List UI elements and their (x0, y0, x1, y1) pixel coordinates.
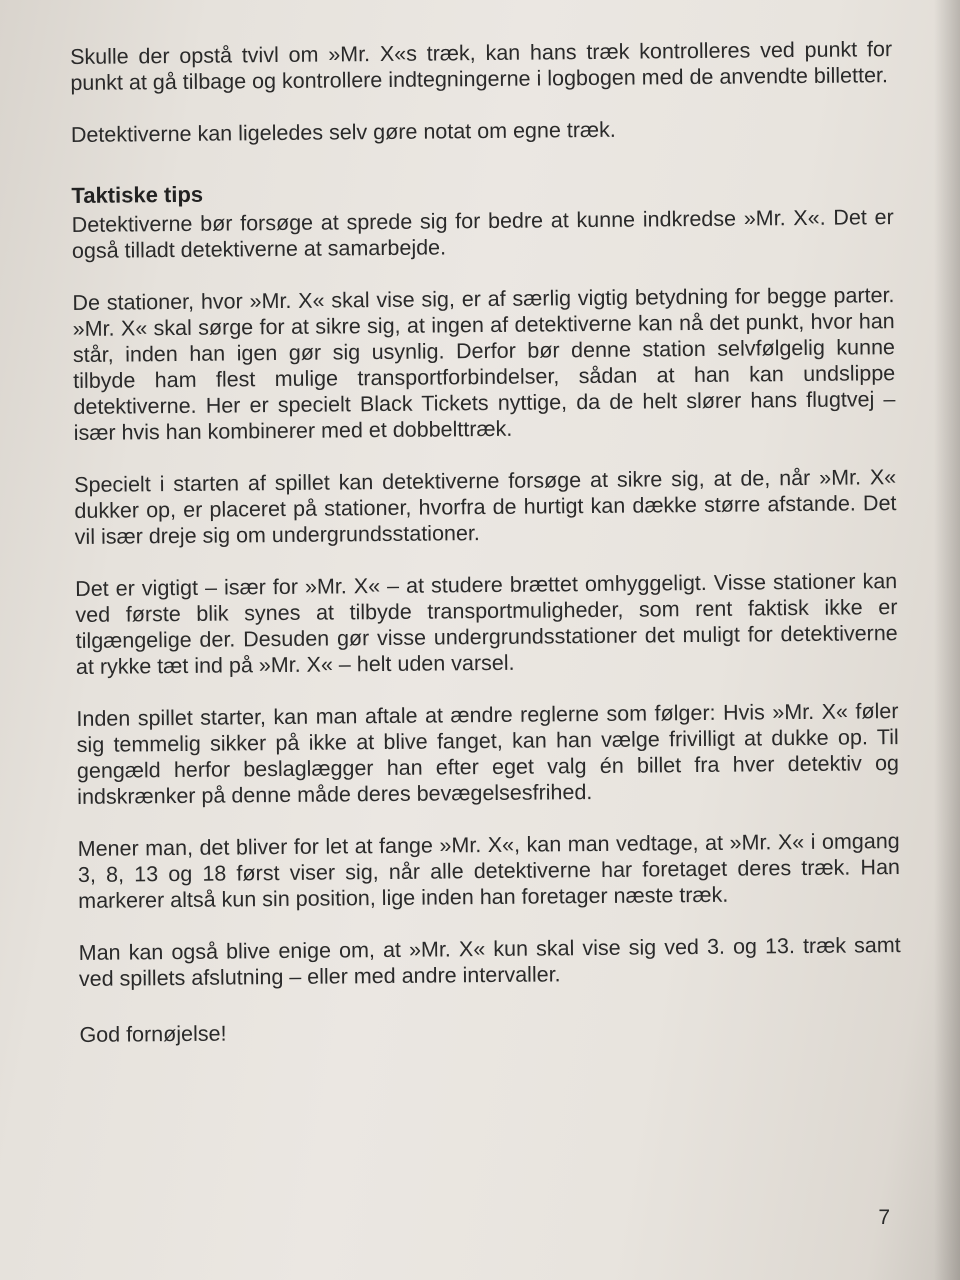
intro-paragraph-1: Skulle der opstå tvivl om »Mr. X«s træk, kan hans træk kontrolleres ved punkt for punkt at gå tilbage og kontrollere indtegningerne i logbogen med de anvendte billetter. (70, 37, 893, 95)
section-paragraph-6: Mener man, det bliver for let at fange »Mr. X«, kan man vedtage, at »Mr. X« i omgang 3, 8, 13 og 18 først viser sig, når alle detektiverne har foretaget deres træk. Han markerer altså kun sin position, lige inden han foretager næste træk. (77, 829, 901, 913)
section-paragraph-1: Detektiverne bør forsøge at sprede sig for bedre at kunne indkredse »Mr. X«. Det er også tilladt detektiverne at samarbejde. (71, 205, 894, 263)
closing-line: God fornøjelse! (79, 1021, 227, 1047)
section-paragraph-3: Specielt i starten af spillet kan detektiverne forsøge at sikre sig, at de, når »Mr. X« dukker op, er placeret på stationer, hvorfra de hurtigt kan dække større afstande. Det vil især dreje sig om undergrundsstationer. (74, 465, 897, 549)
section-paragraph-5: Inden spillet starter, kan man aftale at ændre reglerne som følger: Hvis »Mr. X« føler sig temmelig sikker på ikke at blive fanget, kan han vælge frivilligt at dukke op. Til gengæld herfor beslaglægger han efter eget valg én billet fra hver detektiv og indskrænker på denne måde deres bevægelsesfrihed. (76, 699, 900, 809)
section-paragraph-4: Det er vigtigt – især for »Mr. X« – at studere brættet omhyggeligt. Visse stationer kan ved første blik synes at tilbyde transportmuligheder, som rent faktisk ikke er tilgængelige der. Desuden gør visse undergrundsstationer det muligt for detektiverne at rykke tæt ind på »Mr. X« – helt uden varsel. (75, 569, 898, 679)
section-heading: Taktiske tips (71, 181, 204, 208)
page-content (70, 36, 902, 1074)
section-paragraph-2: De stationer, hvor »Mr. X« skal vise sig, er af særlig vigtig betydning for begge parter. »Mr. X« skal sørge for at sikre sig, at ingen af detektiverne kan nå det punkt, hvor han står, inden han igen gør sig usynlig. Derfor bør denne station selvfølgelig kunne tilbyde ham flest mulige transportforbindelser, sådan at han kan undslippe detektiverne. Her er specielt Black Tickets nyttige, da de helt slører hans flugtvej – især hvis han kombinerer med et dobbelttræk. (72, 283, 896, 445)
section-paragraph-7: Man kan også blive enige om, at »Mr. X« kun skal vise sig ved 3. og 13. træk samt ved spillets afslutning – eller med andre intervaller. (78, 933, 901, 991)
intro-paragraph-2: Detektiverne kan ligeledes selv gøre notat om egne træk. (70, 117, 616, 147)
page-number: 7 (878, 1206, 890, 1229)
